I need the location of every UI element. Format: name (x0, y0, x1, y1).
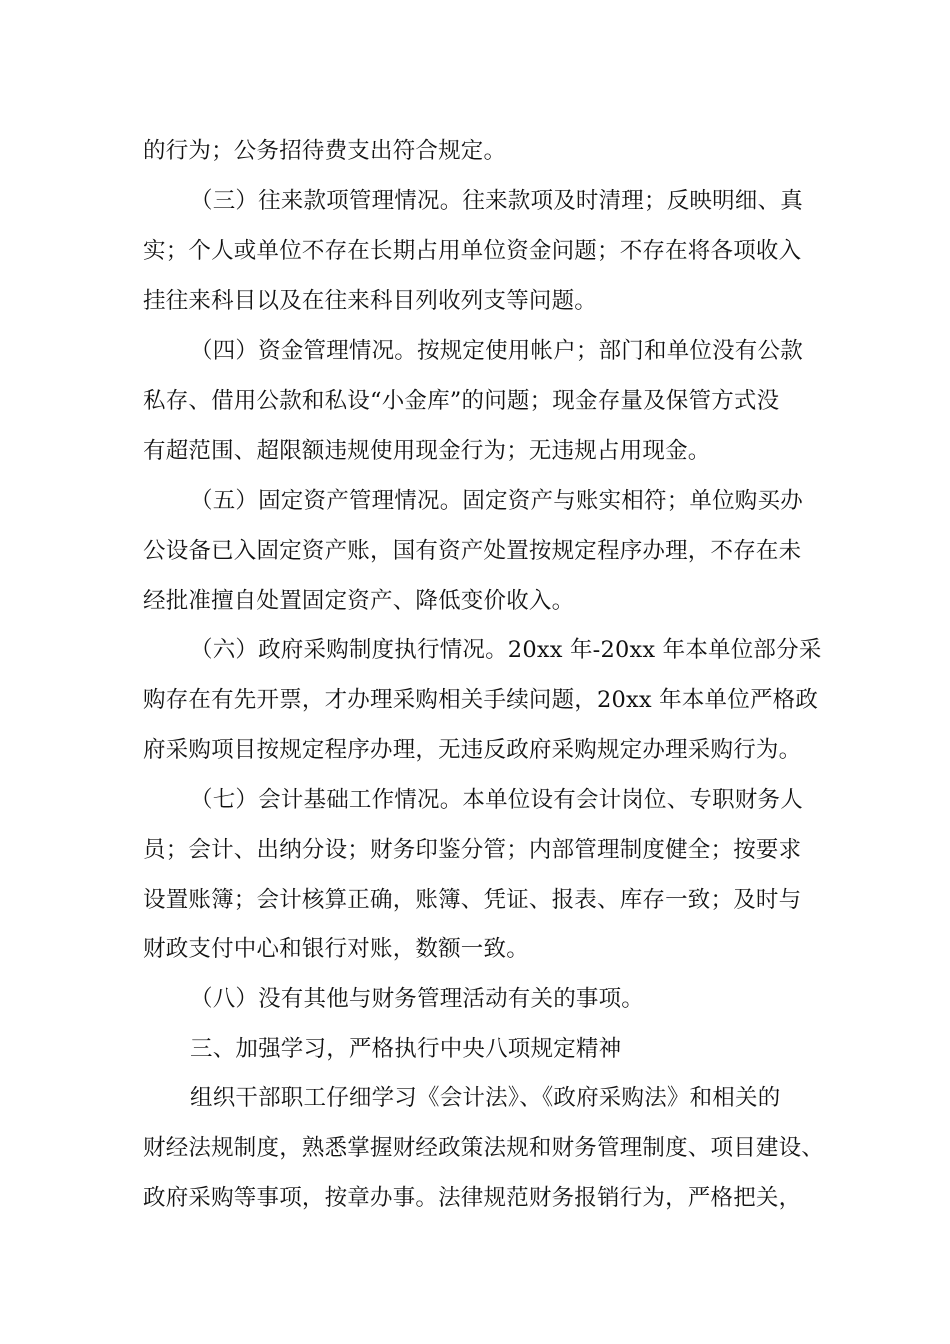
text-line: （三）往来款项管理情况。往来款项及时清理；反映明细、真 (190, 188, 803, 214)
text-line: （八）没有其他与财务管理活动有关的事项。 (190, 986, 645, 1012)
text-line: 购存在有先开票，才办理采购相关手续问题，20xx 年本单位严格政 (143, 687, 819, 713)
text-line: 财政支付中心和银行对账，数额一致。 (143, 936, 529, 962)
text-line: 实；个人或单位不存在长期占用单位资金问题；不存在将各项收入 (143, 238, 802, 264)
text-line: 设置账簿；会计核算正确，账簿、凭证、报表、库存一致；及时与 (143, 887, 802, 913)
text-line: 经批准擅自处置固定资产、降低变价收入。 (143, 588, 575, 614)
text-line: 财经法规制度，熟悉掌握财经政策法规和财务管理制度、项目建设、 (143, 1135, 825, 1161)
text-line: （七）会计基础工作情况。本单位设有会计岗位、专职财务人 (190, 787, 803, 813)
text-line: （六）政府采购制度执行情况。20xx 年-20xx 年本单位部分采 (190, 637, 822, 663)
text-line: 有超范围、超限额违规使用现金行为；无违规占用现金。 (143, 438, 711, 464)
text-line: 挂往来科目以及在往来科目列收列支等问题。 (143, 288, 598, 314)
text-line: 政府采购等事项，按章办事。法律规范财务报销行为，严格把关， (143, 1185, 802, 1211)
text-line: 员；会计、出纳分设；财务印鉴分管；内部管理制度健全；按要求 (143, 837, 802, 863)
text-line: （五）固定资产管理情况。固定资产与账实相符；单位购买办 (190, 488, 803, 514)
text-line: 组织干部职工仔细学习《会计法》、《政府采购法》和相关的 (190, 1085, 781, 1111)
text-line: 私存、借用公款和私设“小金库”的问题；现金存量及保管方式没 (143, 388, 780, 414)
section-heading: 三、加强学习，严格执行中央八项规定精神 (190, 1036, 622, 1062)
text-line: 公设备已入固定资产账，国有资产处置按规定程序办理，不存在未 (143, 538, 802, 564)
text-line: 的行为；公务招待费支出符合规定。 (143, 138, 507, 164)
text-line: （四）资金管理情况。按规定使用帐户；部门和单位没有公款 (190, 338, 803, 364)
text-line: 府采购项目按规定程序办理，无违反政府采购规定办理采购行为。 (143, 737, 802, 763)
